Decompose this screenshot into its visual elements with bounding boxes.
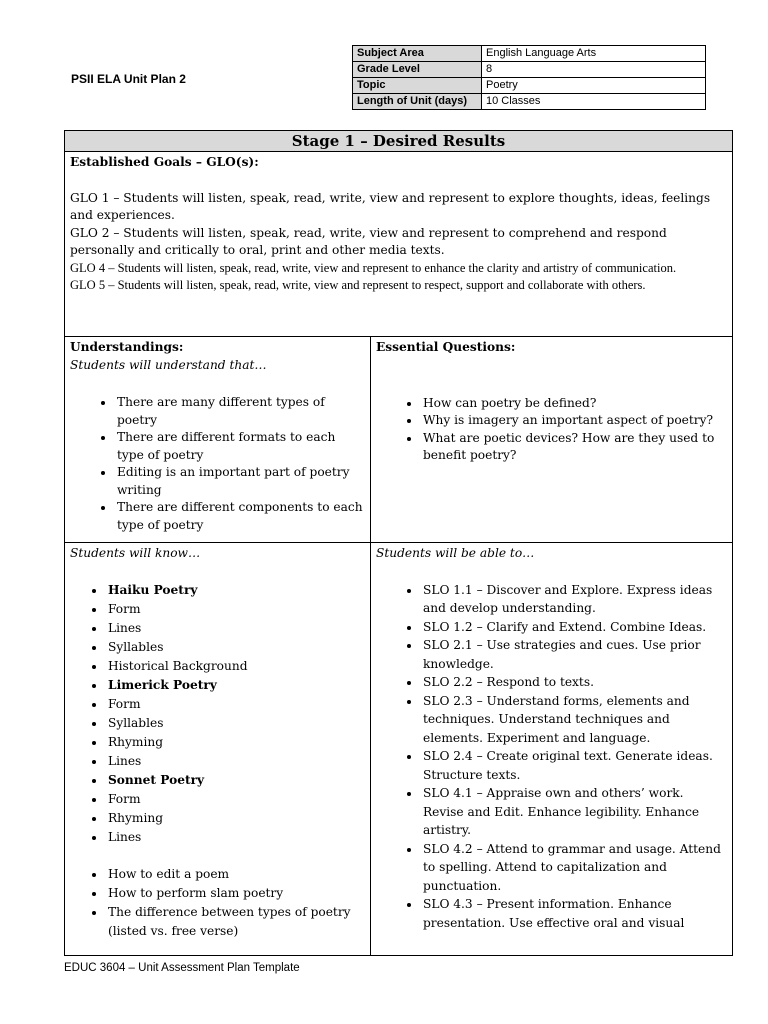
unit-info-value: 10 Classes [482, 94, 706, 110]
unit-info-label: Length of Unit (days) [353, 94, 482, 110]
list-item: • How to edit a poem [106, 865, 365, 884]
unit-info-value: English Language Arts [482, 46, 706, 62]
list-item: • There are different components to each type of poetry [115, 499, 365, 534]
desired-results-table [64, 130, 733, 956]
able-list [376, 581, 727, 933]
list-item: • What are poetic devices? How are they used to benefit poetry? [421, 430, 727, 465]
unit-info-label: Topic [353, 78, 482, 94]
list-item: • Form [106, 695, 365, 714]
list-item: • SLO 4.1 – Appraise own and others’ work. Revise and Edit. Enhance legibility. Enhance artistry. [421, 784, 727, 840]
list-item: • SLO 2.2 – Respond to texts. [421, 673, 727, 692]
understandings-cell [65, 337, 371, 543]
list-item: • How to perform slam poetry [106, 884, 365, 903]
list-item: • There are many different types of poetry [115, 394, 365, 429]
understandings-list [70, 394, 365, 534]
list-item: • Historical Background [106, 657, 365, 676]
unit-info-row [353, 94, 706, 110]
list-item: • SLO 1.1 – Discover and Explore. Express ideas and develop understanding. [421, 581, 727, 618]
list-item: • SLO 2.1 – Use strategies and cues. Use prior knowledge. [421, 636, 727, 673]
list-item: • Syllables [106, 714, 365, 733]
list-item: • SLO 4.2 – Attend to grammar and usage. Attend to spelling. Attend to capitalization and punctuation. [421, 840, 727, 896]
glo-2: GLO 2 – Students will listen, speak, read, write, view and represent to comprehend and respond personally and critically to oral, print and other media texts. [70, 225, 667, 257]
questions-heading: Essential Questions: [376, 340, 516, 354]
list-item: • Editing is an important part of poetry writing [115, 464, 365, 499]
list-item: • Syllables [106, 638, 365, 657]
list-item: • Rhyming [106, 733, 365, 752]
unit-info-label: Grade Level [353, 62, 482, 78]
list-item: • SLO 2.3 – Understand forms, elements and techniques. Understand techniques and elements. Experiment and language. [421, 692, 727, 748]
know-list-2 [70, 865, 365, 941]
page-title: PSII ELA Unit Plan 2 [71, 72, 186, 86]
list-item: • Sonnet Poetry [106, 771, 365, 790]
stage-title: Stage 1 – Desired Results [65, 131, 733, 152]
understandings-intro: Students will understand that… [70, 357, 267, 372]
unit-info-table [352, 45, 706, 110]
list-item: • There are different formats to each type of poetry [115, 429, 365, 464]
glo-4: GLO 4 – Students will listen, speak, read, write, view and represent to enhance the clarity and artistry of communication. [70, 260, 677, 275]
glo-5: GLO 5 – Students will listen, speak, read, write, view and represent to respect, support and collaborate with others. [70, 278, 646, 292]
unit-info-label: Subject Area [353, 46, 482, 62]
understandings-heading: Understandings: [70, 340, 184, 354]
unit-info-row [353, 78, 706, 94]
list-item: • Form [106, 600, 365, 619]
list-item: • SLO 4.3 – Present information. Enhance presentation. Use effective oral and visual [421, 895, 727, 932]
list-item: • Lines [106, 752, 365, 771]
glo-1: GLO 1 – Students will listen, speak, read, write, view and represent to explore thoughts, ideas, feelings and experiences. [70, 190, 711, 222]
students-able-cell [371, 543, 733, 956]
know-intro: Students will know… [70, 546, 201, 560]
unit-info-value: 8 [482, 62, 706, 78]
list-item: • Why is imagery an important aspect of poetry? [421, 412, 727, 430]
list-item: • Form [106, 790, 365, 809]
list-item: • Haiku Poetry [106, 581, 365, 600]
list-item: • Lines [106, 828, 365, 847]
list-item: • Limerick Poetry [106, 676, 365, 695]
unit-info-value: Poetry [482, 78, 706, 94]
goals-heading: Established Goals – GLO(s): [70, 155, 259, 169]
questions-list [376, 395, 727, 465]
list-item: • Rhyming [106, 809, 365, 828]
unit-info-row [353, 46, 706, 62]
page-footer: EDUC 3604 – Unit Assessment Plan Template [64, 962, 300, 974]
unit-info-row [353, 62, 706, 78]
list-item: • SLO 1.2 – Clarify and Extend. Combine Ideas. [421, 618, 727, 637]
established-goals-cell [65, 152, 733, 337]
list-item: • SLO 2.4 – Create original text. Generate ideas. Structure texts. [421, 747, 727, 784]
students-know-cell [65, 543, 371, 956]
know-list [70, 581, 365, 847]
list-item: • Lines [106, 619, 365, 638]
essential-questions-cell [371, 337, 733, 543]
list-item: • The difference between types of poetry (listed vs. free verse) [106, 903, 365, 941]
list-item: • How can poetry be defined? [421, 395, 727, 413]
able-intro: Students will be able to… [376, 546, 535, 560]
